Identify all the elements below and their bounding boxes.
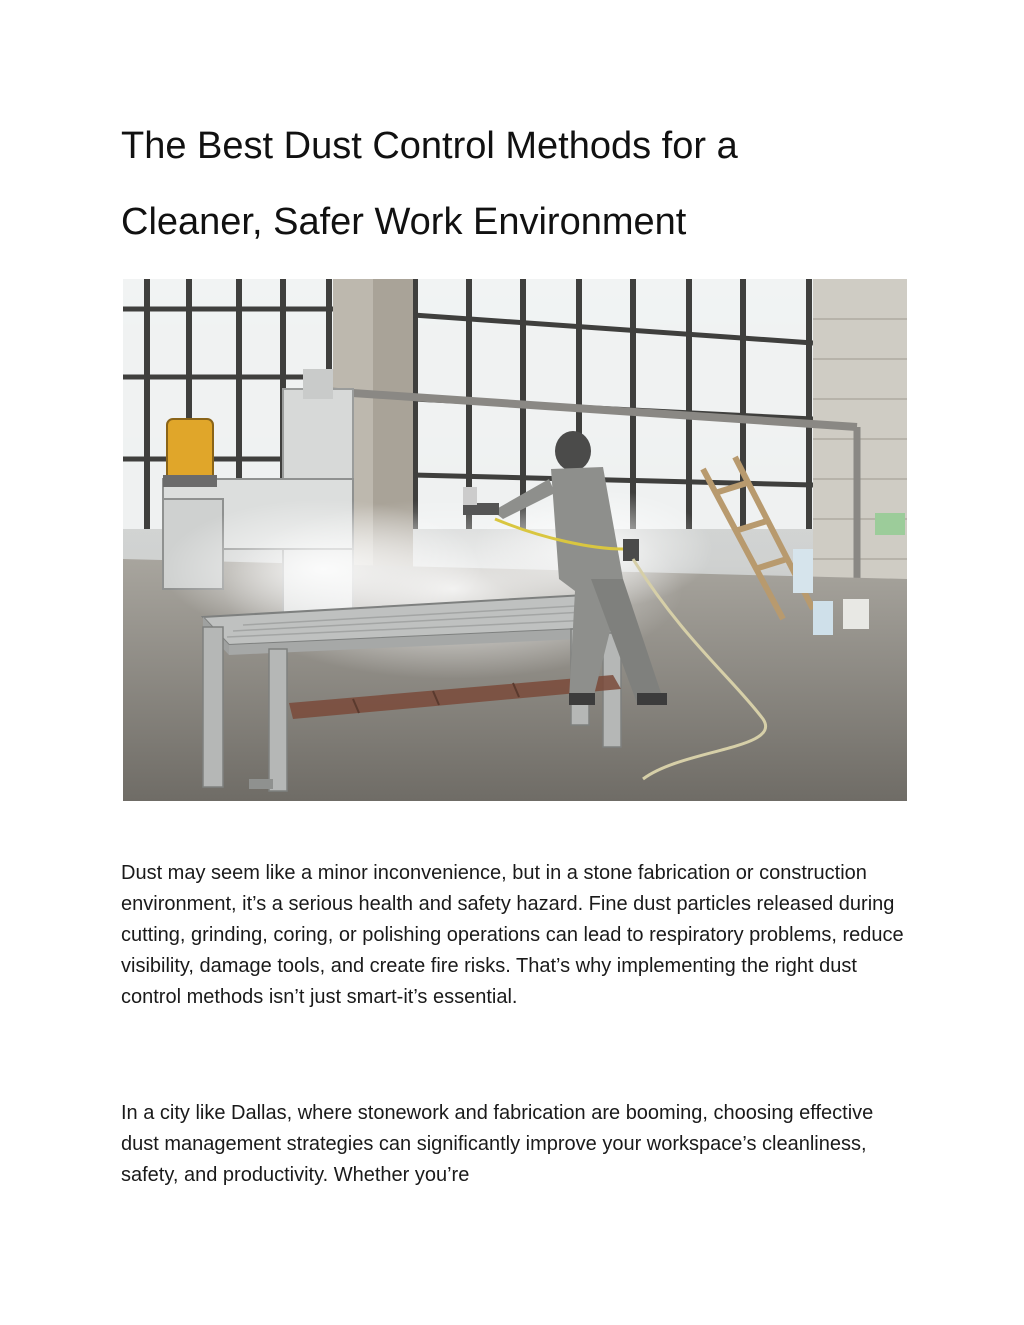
intro-paragraph: Dust may seem like a minor inconvenience, but in a stone fabrication or construction environment, it’s a serious health and safety hazard. Fine dust particles released during cutting, grinding, coring, or polishing operations can lead to respiratory problems, reduce visibility, damage tools, and create fire risks. That’s why implementing the right dust control methods isn’t just smart-it’s essential. — [121, 862, 904, 1008]
title-line-2: Cleaner, Safer Work Environment — [121, 201, 687, 243]
document-title — [121, 108, 921, 260]
workshop-photo — [123, 279, 907, 801]
dallas-paragraph: In a city like Dallas, where stonework and fabrication are booming, choosing effective dust management strategies can significantly improve your workspace’s cleanliness, safety, and productivity. Whether you’re — [121, 1102, 874, 1186]
title-line-1: The Best Dust Control Methods for a — [121, 125, 738, 167]
